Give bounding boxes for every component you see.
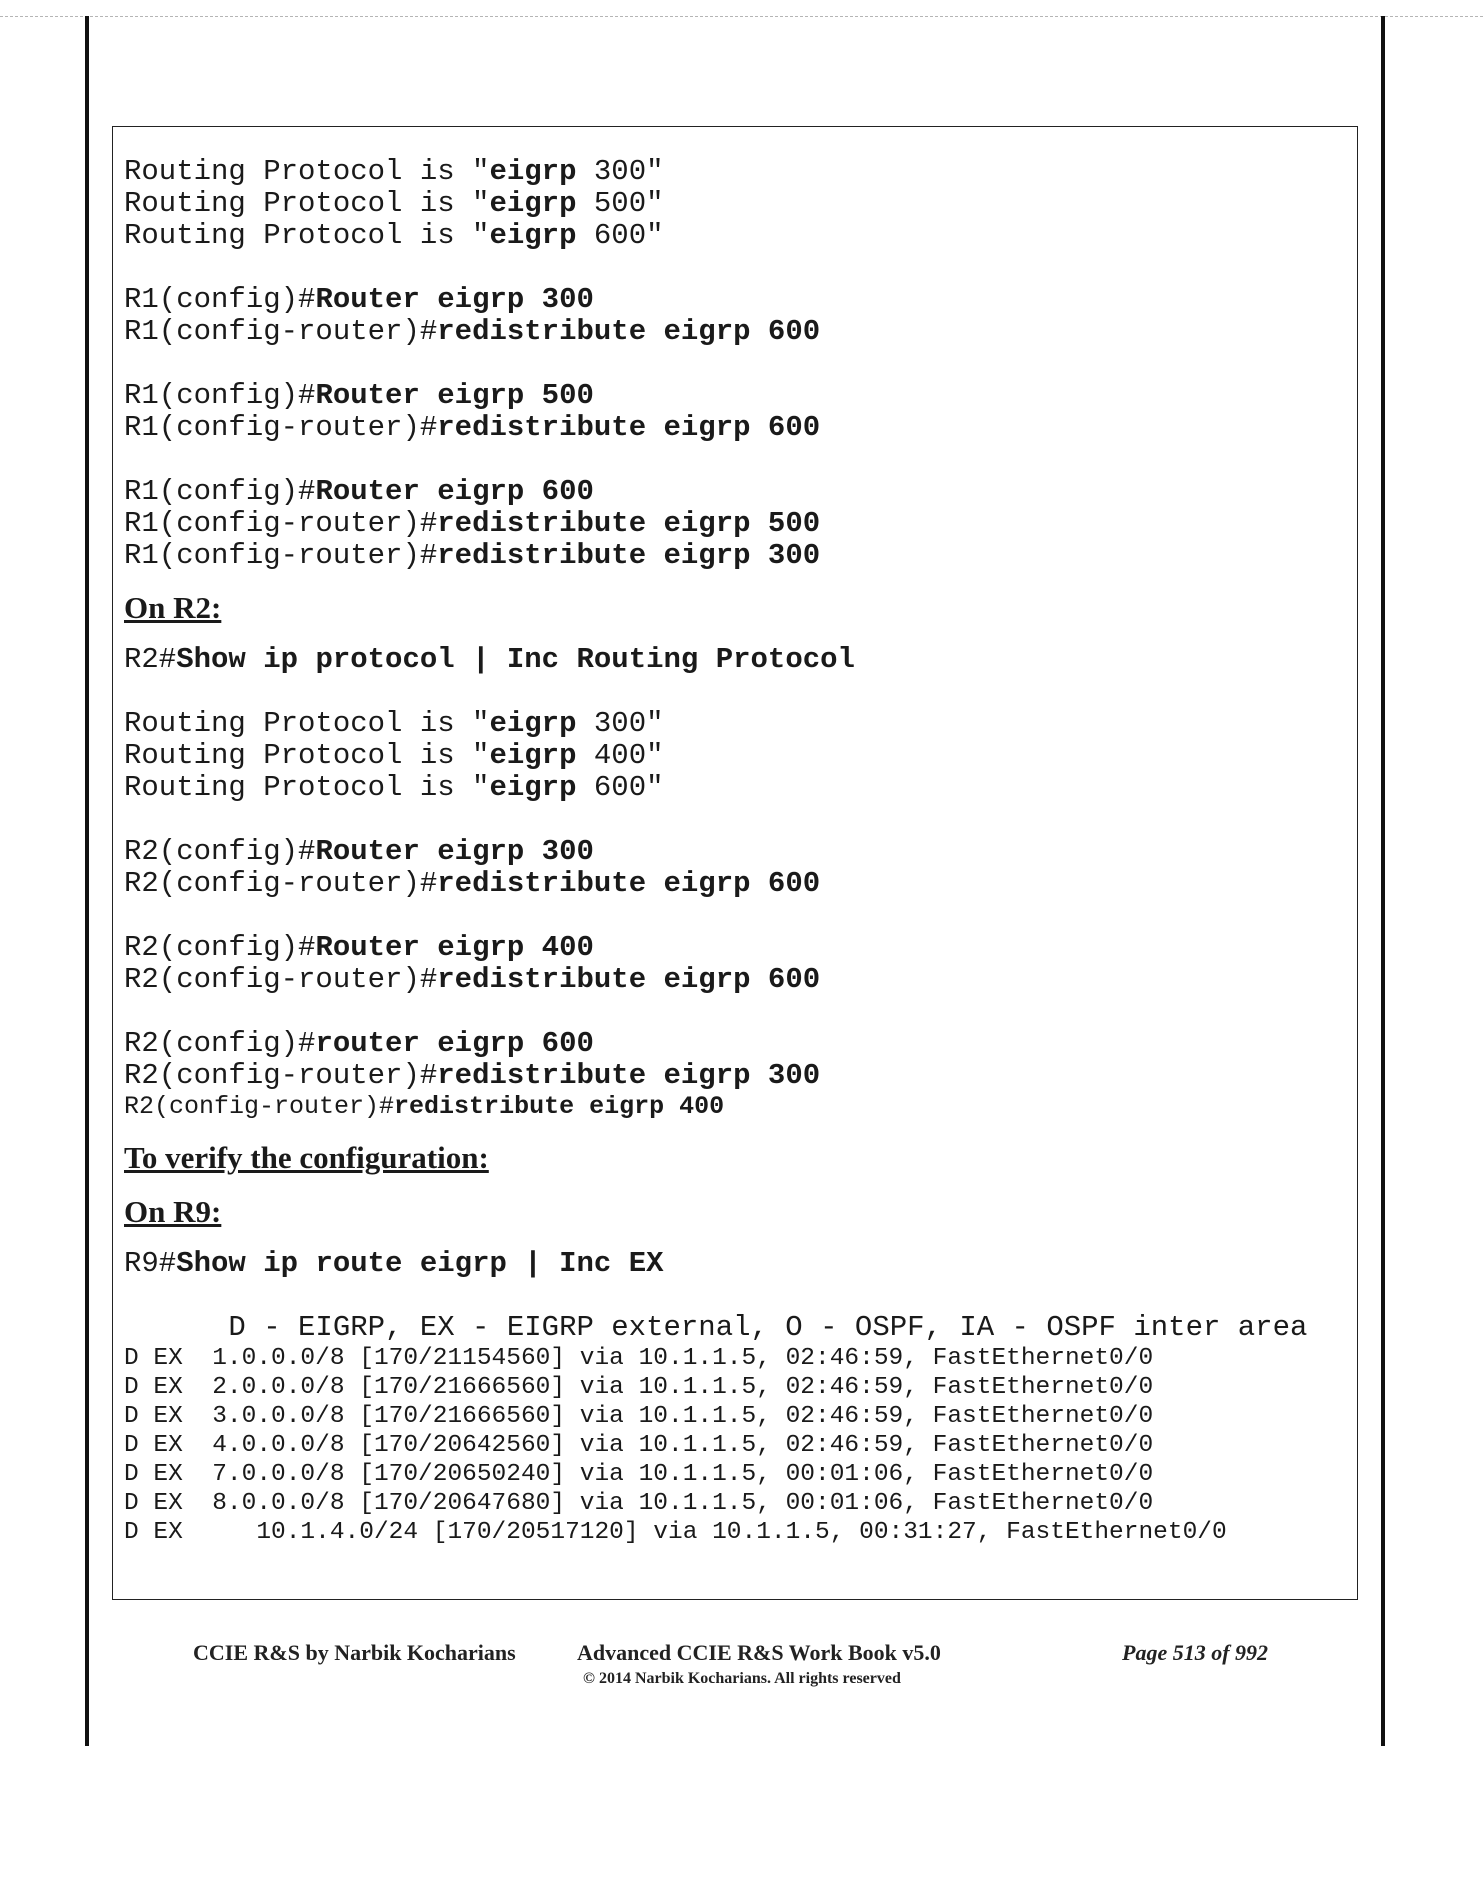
config-line: R2(config-router)#redistribute eigrp 600 xyxy=(124,867,821,900)
route-entry: D EX 7.0.0.0/8 [170/20650240] via 10.1.1.5, 00:01:06, FastEthernet0/0 xyxy=(124,1461,1154,1488)
config-line: R2(config-router)#redistribute eigrp 300 xyxy=(124,1059,821,1092)
protocol-line: Routing Protocol is "eigrp 600" xyxy=(124,771,664,804)
config-line: R1(config-router)#redistribute eigrp 600 xyxy=(124,315,821,348)
config-line: R1(config-router)#redistribute eigrp 300 xyxy=(124,539,821,572)
protocol-list-r2 xyxy=(124,708,1354,804)
route-entry: D EX 4.0.0.0/8 [170/20642560] via 10.1.1.5, 02:46:59, FastEthernet0/0 xyxy=(124,1432,1154,1459)
show-command-r2: R2#Show ip protocol | Inc Routing Protocol xyxy=(124,643,855,676)
page-content xyxy=(124,156,1354,1547)
footer-copyright: © 2014 Narbik Kocharians. All rights reserved xyxy=(583,1670,901,1687)
protocol-line: Routing Protocol is "eigrp 500" xyxy=(124,187,664,220)
route-entry: D EX 3.0.0.0/8 [170/21666560] via 10.1.1.5, 02:46:59, FastEthernet0/0 xyxy=(124,1403,1154,1430)
route-table xyxy=(124,1344,1354,1547)
footer-book-title: Advanced CCIE R&S Work Book v5.0 xyxy=(577,1640,941,1665)
r2-config-block xyxy=(124,836,1354,1122)
config-line: R2(config)#router eigrp 600 xyxy=(124,1027,594,1060)
config-line: R2(config-router)#redistribute eigrp 400 xyxy=(124,1092,725,1121)
protocol-list-r1 xyxy=(124,156,1354,252)
protocol-line: Routing Protocol is "eigrp 400" xyxy=(124,739,664,772)
config-line: R2(config)#Router eigrp 400 xyxy=(124,931,594,964)
route-entry: D EX 8.0.0.0/8 [170/20647680] via 10.1.1.5, 00:01:06, FastEthernet0/0 xyxy=(124,1490,1154,1517)
protocol-line: Routing Protocol is "eigrp 300" xyxy=(124,707,664,740)
config-line: R1(config)#Router eigrp 600 xyxy=(124,475,594,508)
page-right-border xyxy=(1381,16,1385,1746)
heading-on-r9: On R9: xyxy=(124,1194,222,1229)
scan-top-rule xyxy=(0,16,1483,17)
route-entry: D EX 10.1.4.0/24 [170/20517120] via 10.1.1.5, 00:31:27, FastEthernet0/0 xyxy=(124,1519,1227,1546)
footer-page-number: Page 513 of 992 xyxy=(1122,1640,1269,1665)
config-line: R1(config)#Router eigrp 500 xyxy=(124,379,594,412)
footer-author: CCIE R&S by Narbik Kocharians xyxy=(193,1640,516,1665)
config-line: R1(config)#Router eigrp 300 xyxy=(124,283,594,316)
page-left-border xyxy=(85,16,89,1746)
show-command-r9: R9#Show ip route eigrp | Inc EX xyxy=(124,1247,664,1280)
route-entry: D EX 1.0.0.0/8 [170/21154560] via 10.1.1.5, 02:46:59, FastEthernet0/0 xyxy=(124,1345,1154,1372)
protocol-line: Routing Protocol is "eigrp 600" xyxy=(124,219,664,252)
route-legend: D - EIGRP, EX - EIGRP external, O - OSPF, IA - OSPF inter area xyxy=(124,1311,1308,1344)
config-line: R1(config-router)#redistribute eigrp 500 xyxy=(124,507,821,540)
config-line: R2(config-router)#redistribute eigrp 600 xyxy=(124,963,821,996)
protocol-line: Routing Protocol is "eigrp 300" xyxy=(124,155,664,188)
route-entry: D EX 2.0.0.0/8 [170/21666560] via 10.1.1.5, 02:46:59, FastEthernet0/0 xyxy=(124,1374,1154,1401)
config-line: R1(config-router)#redistribute eigrp 600 xyxy=(124,411,821,444)
config-line: R2(config)#Router eigrp 300 xyxy=(124,835,594,868)
r1-config-block xyxy=(124,284,1354,572)
heading-verify: To verify the configuration: xyxy=(124,1140,489,1175)
heading-on-r2: On R2: xyxy=(124,590,222,625)
